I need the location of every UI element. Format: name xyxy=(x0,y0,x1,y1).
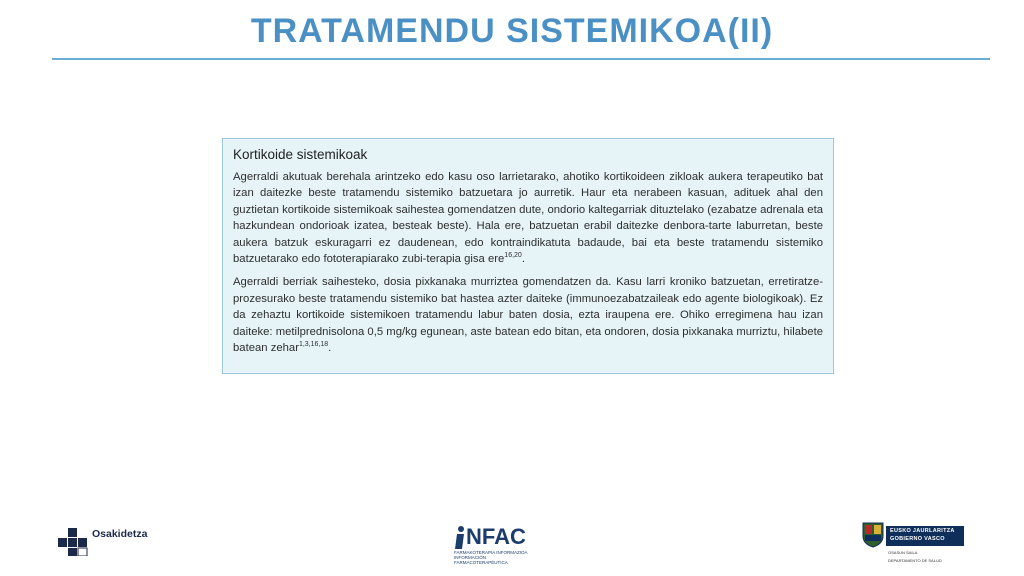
ej-line-3: OSASUN SAILA xyxy=(888,550,918,555)
osakidetza-cross-icon xyxy=(58,528,88,556)
slide-title: TRATAMENDU SISTEMIKOA(II) xyxy=(250,12,774,50)
box-heading: Kortikoide sistemikoak xyxy=(233,147,368,162)
coat-of-arms-icon xyxy=(862,522,884,548)
paragraph-2-end: . xyxy=(328,342,332,355)
paragraph-1-refs: 16,20 xyxy=(504,252,522,260)
infac-subtitle-line-1: FARMAKOTERAPIA INFORMAZIOA xyxy=(454,550,528,555)
paragraph-2-refs: 1,3,16,18 xyxy=(298,341,329,349)
ej-line-2: GOBIERNO VASCO xyxy=(890,536,945,542)
osakidetza-name: Osakidetza xyxy=(92,528,148,540)
title-divider xyxy=(52,58,990,60)
infac-subtitle xyxy=(454,550,538,565)
infac-name: NFAC xyxy=(466,524,526,549)
osakidetza-logo xyxy=(58,524,168,558)
paragraph-2 xyxy=(233,274,823,356)
ej-line-1: EUSKO JAURLARITZA xyxy=(890,528,955,534)
infac-subtitle-line-2: INFORMACIÓN FARMACOTERAPÉUTICA xyxy=(454,555,508,565)
info-box xyxy=(222,138,834,374)
paragraph-1 xyxy=(233,169,823,267)
infac-logo xyxy=(446,520,538,564)
ej-line-4: DEPARTAMENTO DE SALUD xyxy=(888,558,942,563)
paragraph-1-text: Agerraldi akutuak berehala arintzeko edo kasu oso larrietarako, ahotiko kortikoideen zikloak aukera terapeutiko bat izan daitezke beste tratamendu sistemiko batzuetara jo aurretik. Haur eta nerabeen kasuan, adituek ahal den guztietan kortikoide sistemikoak saihestea gomendatzen dute, ondorio kaltegarriak dituztelako (ezabatze adrenala eta hazkundean ondorioak izatea, besteak beste). Hala ere, batzuetan erabil daitezke denbora-tarte laburretan, beste aukera batzuk eskuragarri ez daudenean, edo kontraindikatuta badaude, bai eta beste tratamendu sistemiko batzuetarako edo fototerapiarako zubi-terapia gisa ere xyxy=(233,171,823,266)
paragraph-1-end: . xyxy=(521,253,525,266)
eusko-jaurlaritza-logo xyxy=(862,520,972,566)
paragraph-2-text: Agerraldi berriak saihesteko, dosia pixkanaka murriztea gomendatzen da. Kasu larri kroniko batzuetan, erretiratze-prozesurako beste tratamendu sistemiko bat hastea azter daiteke (immunoezabatzaileak edo agente biologikoak). Ez da zehaztu kortikoide sistemikoen tratamendu labur baten dosia, ezta iraupena ere. Ohiko erregimena hau izan daiteke: metilprednisolona 0,5 mg/kg egunean, aste batean edo bitan, eta ondoren, dosia pixkanaka murriztu, hilabete batean zehar xyxy=(233,276,823,355)
